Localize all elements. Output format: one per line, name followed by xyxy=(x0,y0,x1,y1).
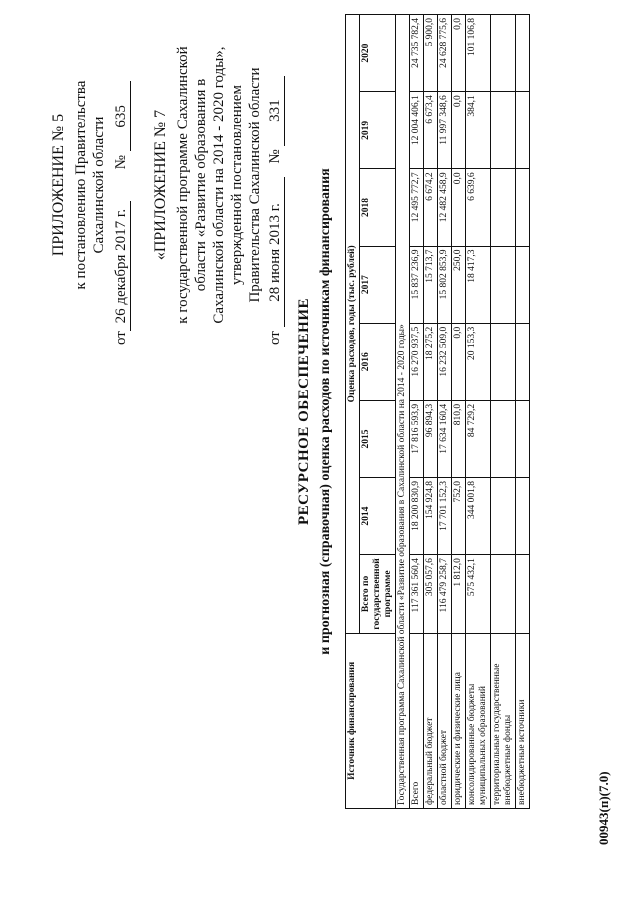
cell-value xyxy=(516,555,530,633)
header-year: 2017 xyxy=(360,246,396,323)
table-row xyxy=(452,15,466,809)
appendix7-line-5: Правительства Сахалинской области xyxy=(247,67,263,303)
header-year: 2016 xyxy=(360,323,396,400)
cell-value: 250,0 xyxy=(452,246,466,323)
cell-value: 15 837 236,9 xyxy=(410,246,424,323)
cell-value xyxy=(516,246,530,323)
program-row xyxy=(396,15,410,809)
footer-code: 00943(п)(7.0) xyxy=(596,771,611,845)
appendix7-line-1: к государственной программе Сахалинской xyxy=(175,46,191,324)
cell-value: 20 153,3 xyxy=(466,323,491,400)
cell-value: 24 628 775,6 xyxy=(438,15,452,92)
appendix5-number: 635 xyxy=(112,81,131,151)
cell-value xyxy=(491,478,516,555)
table-header-row xyxy=(346,15,360,809)
cell-value: 12 482 458,9 xyxy=(438,169,452,246)
cell-value: 15 802 853,9 xyxy=(438,246,452,323)
cell-value: 18 417,3 xyxy=(466,246,491,323)
appendix7-line-3: Сахалинской области на 2014 - 2020 годы», xyxy=(211,46,227,324)
program-name: Государственная программа Сахалинской области «Развитие образования в Сахалинской области на 2014 - 2020 годы» xyxy=(396,15,410,809)
header-year: 2019 xyxy=(360,92,396,169)
row-label: внебюджетные источники xyxy=(516,633,530,808)
appendix5-line2: Сахалинской области xyxy=(91,116,107,254)
appendix7-title: «ПРИЛОЖЕНИЕ № 7 xyxy=(152,109,169,261)
cell-value xyxy=(516,92,530,169)
cell-value: 5 900,0 xyxy=(424,15,438,92)
document-title: РЕСУРСНОЕ ОБЕСПЕЧЕНИЕ xyxy=(296,297,312,526)
appendix7-number: 331 xyxy=(266,76,285,146)
cell-value: 17 701 152,3 xyxy=(438,478,452,555)
cell-value xyxy=(516,169,530,246)
cell-value: 575 432,1 xyxy=(466,555,491,633)
cell-value xyxy=(516,15,530,92)
header-total: Всего по государственной программе xyxy=(360,555,396,633)
cell-value: 116 479 258,7 xyxy=(438,555,452,633)
cell-value xyxy=(491,169,516,246)
header-year: 2020 xyxy=(360,15,396,92)
cell-value: 101 106,8 xyxy=(466,15,491,92)
appendix5-num-label: № xyxy=(113,155,129,170)
cell-value: 117 361 560,4 xyxy=(410,555,424,633)
cell-value xyxy=(516,323,530,400)
cell-value: 0,0 xyxy=(452,92,466,169)
cell-value xyxy=(491,400,516,477)
cell-value: 84 729,2 xyxy=(466,400,491,477)
cell-value: 11 997 348,6 xyxy=(438,92,452,169)
row-label: Всего xyxy=(410,633,424,808)
appendix7-block xyxy=(152,25,285,345)
appendix7-date-prefix: от xyxy=(267,331,283,345)
appendix7-date: 28 июня 2013 г. xyxy=(266,177,285,327)
table-row xyxy=(410,15,424,809)
cell-value: 6 673,4 xyxy=(424,92,438,169)
cell-value xyxy=(491,15,516,92)
appendix5-block xyxy=(50,25,131,345)
cell-value: 1 812,0 xyxy=(452,555,466,633)
cell-value: 384,1 xyxy=(466,92,491,169)
table-row xyxy=(491,15,516,809)
table-row xyxy=(516,15,530,809)
row-label: федеральный бюджет xyxy=(424,633,438,808)
cell-value: 6 639,6 xyxy=(466,169,491,246)
cell-value xyxy=(491,92,516,169)
cell-value: 17 634 160,4 xyxy=(438,400,452,477)
cell-value: 0,0 xyxy=(452,15,466,92)
document-subtitle: и прогнозная (справочная) оценка расходов по источникам финансирования xyxy=(318,168,333,655)
header-source: Источник финансирования xyxy=(346,633,396,808)
cell-value: 17 816 593,9 xyxy=(410,400,424,477)
cell-value xyxy=(516,478,530,555)
cell-value: 96 894,3 xyxy=(424,400,438,477)
row-label: территориальные государственные внебюджетные фонды xyxy=(491,633,516,808)
appendix5-date: 26 декабря 2017 г. xyxy=(112,201,131,331)
cell-value: 0,0 xyxy=(452,169,466,246)
cell-value: 154 924,8 xyxy=(424,478,438,555)
cell-value: 12 495 772,7 xyxy=(410,169,424,246)
cell-value: 12 004 406,1 xyxy=(410,92,424,169)
cell-value: 24 735 782,4 xyxy=(410,15,424,92)
cell-value xyxy=(491,323,516,400)
appendix5-title: ПРИЛОЖЕНИЕ № 5 xyxy=(50,113,67,257)
cell-value: 18 275,2 xyxy=(424,323,438,400)
header-year: 2014 xyxy=(360,478,396,555)
row-label: юридические и физические лица xyxy=(452,633,466,808)
table-row xyxy=(438,15,452,809)
appendix5-date-prefix: от xyxy=(113,331,129,345)
cell-value: 305 057,6 xyxy=(424,555,438,633)
header-year: 2018 xyxy=(360,169,396,246)
appendix7-line-4: утвержденной постановлением xyxy=(229,85,245,285)
row-label: областной бюджет xyxy=(438,633,452,808)
cell-value: 15 713,7 xyxy=(424,246,438,323)
cell-value: 18 200 830,9 xyxy=(410,478,424,555)
row-label: консолидированные бюджеты муниципальных образований xyxy=(466,633,491,808)
cell-value: 16 270 937,5 xyxy=(410,323,424,400)
header-group: Оценка расходов, годы (тыс. рублей) xyxy=(346,15,360,634)
cell-value xyxy=(491,555,516,633)
appendix7-num-label: № xyxy=(267,149,283,164)
cell-value: 810,0 xyxy=(452,400,466,477)
funding-table xyxy=(345,14,530,809)
appendix5-line1: к постановлению Правительства xyxy=(73,80,89,290)
header-year: 2015 xyxy=(360,400,396,477)
cell-value: 344 001,8 xyxy=(466,478,491,555)
cell-value xyxy=(491,246,516,323)
cell-value: 0,0 xyxy=(452,323,466,400)
cell-value: 16 232 509,0 xyxy=(438,323,452,400)
table-row xyxy=(424,15,438,809)
table-row xyxy=(466,15,491,809)
appendix7-line-2: области «Развитие образования в xyxy=(193,78,209,292)
cell-value xyxy=(516,400,530,477)
cell-value: 752,0 xyxy=(452,478,466,555)
cell-value: 6 674,2 xyxy=(424,169,438,246)
